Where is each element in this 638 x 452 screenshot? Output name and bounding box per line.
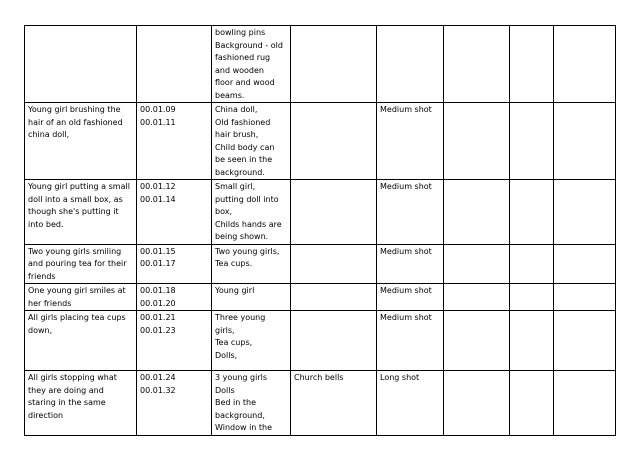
empty-cell xyxy=(510,311,554,371)
cell-text-line: and pouring tea for their xyxy=(28,259,127,268)
cell-text-line: 00.01.11 xyxy=(140,117,176,127)
cell-text-line: background, xyxy=(215,410,265,420)
cell-text-line: Background - old xyxy=(215,40,283,50)
cell-text-line: Old fashioned xyxy=(215,117,271,127)
empty-cell xyxy=(510,180,554,245)
description-cell xyxy=(25,26,137,103)
cell-text-line: and wooden xyxy=(215,65,264,75)
cell-text-line: 00.01.21 xyxy=(140,313,176,322)
empty-cell xyxy=(510,371,554,436)
empty-cell xyxy=(554,103,616,180)
table-row xyxy=(25,26,616,103)
cell-text-line: background. xyxy=(215,167,265,177)
description-cell xyxy=(25,311,137,371)
cell-text-line: 00.01.20 xyxy=(140,298,176,308)
shot-type-cell xyxy=(377,244,444,284)
props-cell xyxy=(212,26,291,103)
empty-cell xyxy=(554,180,616,245)
timecode-cell xyxy=(137,284,212,311)
timecode-cell xyxy=(137,371,212,436)
timecode-cell xyxy=(137,103,212,180)
sound-cell xyxy=(291,311,377,371)
table-row xyxy=(25,284,616,311)
cell-text: Long shot xyxy=(380,373,420,382)
description-cell xyxy=(25,103,137,180)
cell-text-line: Tea cups, xyxy=(215,338,253,347)
empty-cell xyxy=(510,103,554,180)
cell-text-line: bowling pins xyxy=(215,28,266,37)
empty-cell xyxy=(444,26,510,103)
table-row xyxy=(25,311,616,371)
cell-text-line: Window in the xyxy=(215,423,273,432)
cell-text-line: All girls placing tea cups xyxy=(28,313,126,322)
cell-text-line: direction xyxy=(28,410,64,420)
cell-text-line: they are doing and xyxy=(28,385,104,395)
table-row xyxy=(25,244,616,284)
cell-text-line: Tea cups. xyxy=(215,259,253,268)
shot-type-cell xyxy=(377,180,444,245)
empty-cell xyxy=(510,244,554,284)
cell-text-line: 3 young girls xyxy=(215,373,268,382)
empty-cell xyxy=(554,26,616,103)
sound-cell xyxy=(291,180,377,245)
empty-cell xyxy=(444,284,510,311)
cell-text-line: though she's putting it xyxy=(28,207,119,216)
cell-text-line: All girls stopping what xyxy=(28,373,117,382)
timecode-cell xyxy=(137,180,212,245)
timecode-cell xyxy=(137,311,212,371)
cell-text-line: Dolls, xyxy=(215,350,238,360)
cell-text-line: Two young girls smiling xyxy=(28,246,122,256)
cell-text-line: Child body can xyxy=(215,142,275,152)
empty-cell xyxy=(444,244,510,284)
cell-text-line: beams. xyxy=(215,90,245,100)
cell-text-line: 00.01.09 xyxy=(140,105,176,114)
props-cell xyxy=(212,284,291,311)
shot-list-table xyxy=(24,25,616,436)
empty-cell xyxy=(444,311,510,371)
shot-type-cell xyxy=(377,371,444,436)
sound-cell xyxy=(291,103,377,180)
empty-cell xyxy=(554,284,616,311)
cell-text-line: 00.01.24 xyxy=(140,373,176,382)
sound-cell xyxy=(291,284,377,311)
cell-text-line: hair of an old fashioned xyxy=(28,117,123,127)
sound-cell xyxy=(291,244,377,284)
empty-cell xyxy=(444,103,510,180)
cell-text-line: fashioned rug xyxy=(215,53,271,62)
cell-text-line: staring in the same xyxy=(28,398,106,407)
sound-cell xyxy=(291,371,377,436)
description-cell xyxy=(25,180,137,245)
empty-cell xyxy=(444,180,510,245)
table-row xyxy=(25,180,616,245)
cell-text-line: One young girl smiles at xyxy=(28,286,126,295)
cell-text-line: Childs hands are xyxy=(215,219,282,229)
table-row xyxy=(25,371,616,436)
cell-text: Medium shot xyxy=(380,313,432,322)
empty-cell xyxy=(510,26,554,103)
cell-text-line: girls, xyxy=(215,325,235,335)
timecode-cell xyxy=(137,244,212,284)
shot-list-body xyxy=(25,26,616,436)
cell-text-line: Young girl putting a small xyxy=(28,182,130,191)
cell-text: Medium shot xyxy=(380,182,432,191)
cell-text-line: 00.01.18 xyxy=(140,286,176,295)
shot-type-cell xyxy=(377,26,444,103)
empty-cell xyxy=(554,311,616,371)
cell-text: Church bells xyxy=(294,373,344,382)
cell-text: Medium shot xyxy=(380,105,432,114)
cell-text-line: floor and wood xyxy=(215,78,275,87)
cell-text-line: china doll, xyxy=(28,130,70,139)
cell-text-line: China doll, xyxy=(215,105,258,114)
cell-text-line: be seen in the xyxy=(215,155,273,164)
cell-text-line: into bed. xyxy=(28,219,64,229)
cell-text-line: Small girl, xyxy=(215,182,256,191)
cell-text-line: down, xyxy=(28,325,53,335)
cell-text-line: Young girl xyxy=(215,286,255,295)
cell-text-line: putting doll into xyxy=(215,194,279,204)
shot-type-cell xyxy=(377,284,444,311)
props-cell xyxy=(212,371,291,436)
empty-cell xyxy=(510,284,554,311)
shot-type-cell xyxy=(377,103,444,180)
cell-text-line: 00.01.23 xyxy=(140,325,176,335)
empty-cell xyxy=(444,371,510,436)
cell-text-line: her friends xyxy=(28,298,72,308)
description-cell xyxy=(25,371,137,436)
timecode-cell xyxy=(137,26,212,103)
cell-text-line: 00.01.15 xyxy=(140,246,176,256)
cell-text-line: 00.01.12 xyxy=(140,182,176,191)
cell-text-line: 00.01.14 xyxy=(140,194,176,204)
empty-cell xyxy=(554,244,616,284)
props-cell xyxy=(212,244,291,284)
props-cell xyxy=(212,180,291,245)
cell-text-line: 00.01.17 xyxy=(140,259,176,268)
cell-text-line: friends xyxy=(28,271,56,281)
cell-text-line: Bed in the xyxy=(215,398,256,407)
shot-type-cell xyxy=(377,311,444,371)
table-row xyxy=(25,103,616,180)
empty-cell xyxy=(554,371,616,436)
description-cell xyxy=(25,244,137,284)
props-cell xyxy=(212,103,291,180)
cell-text-line: being shown. xyxy=(215,232,269,241)
cell-text-line: Dolls xyxy=(215,385,235,395)
cell-text-line: box, xyxy=(215,207,233,216)
cell-text: Medium shot xyxy=(380,286,432,295)
cell-text-line: Two young girls, xyxy=(215,246,280,256)
cell-text-line: 00.01.32 xyxy=(140,385,176,395)
cell-text-line: Young girl brushing the xyxy=(28,105,121,114)
cell-text-line: hair brush, xyxy=(215,130,259,139)
sound-cell xyxy=(291,26,377,103)
props-cell xyxy=(212,311,291,371)
cell-text-line: Three young xyxy=(215,313,266,322)
cell-text-line: doll into a small box, as xyxy=(28,194,123,204)
cell-text: Medium shot xyxy=(380,246,432,256)
description-cell xyxy=(25,284,137,311)
